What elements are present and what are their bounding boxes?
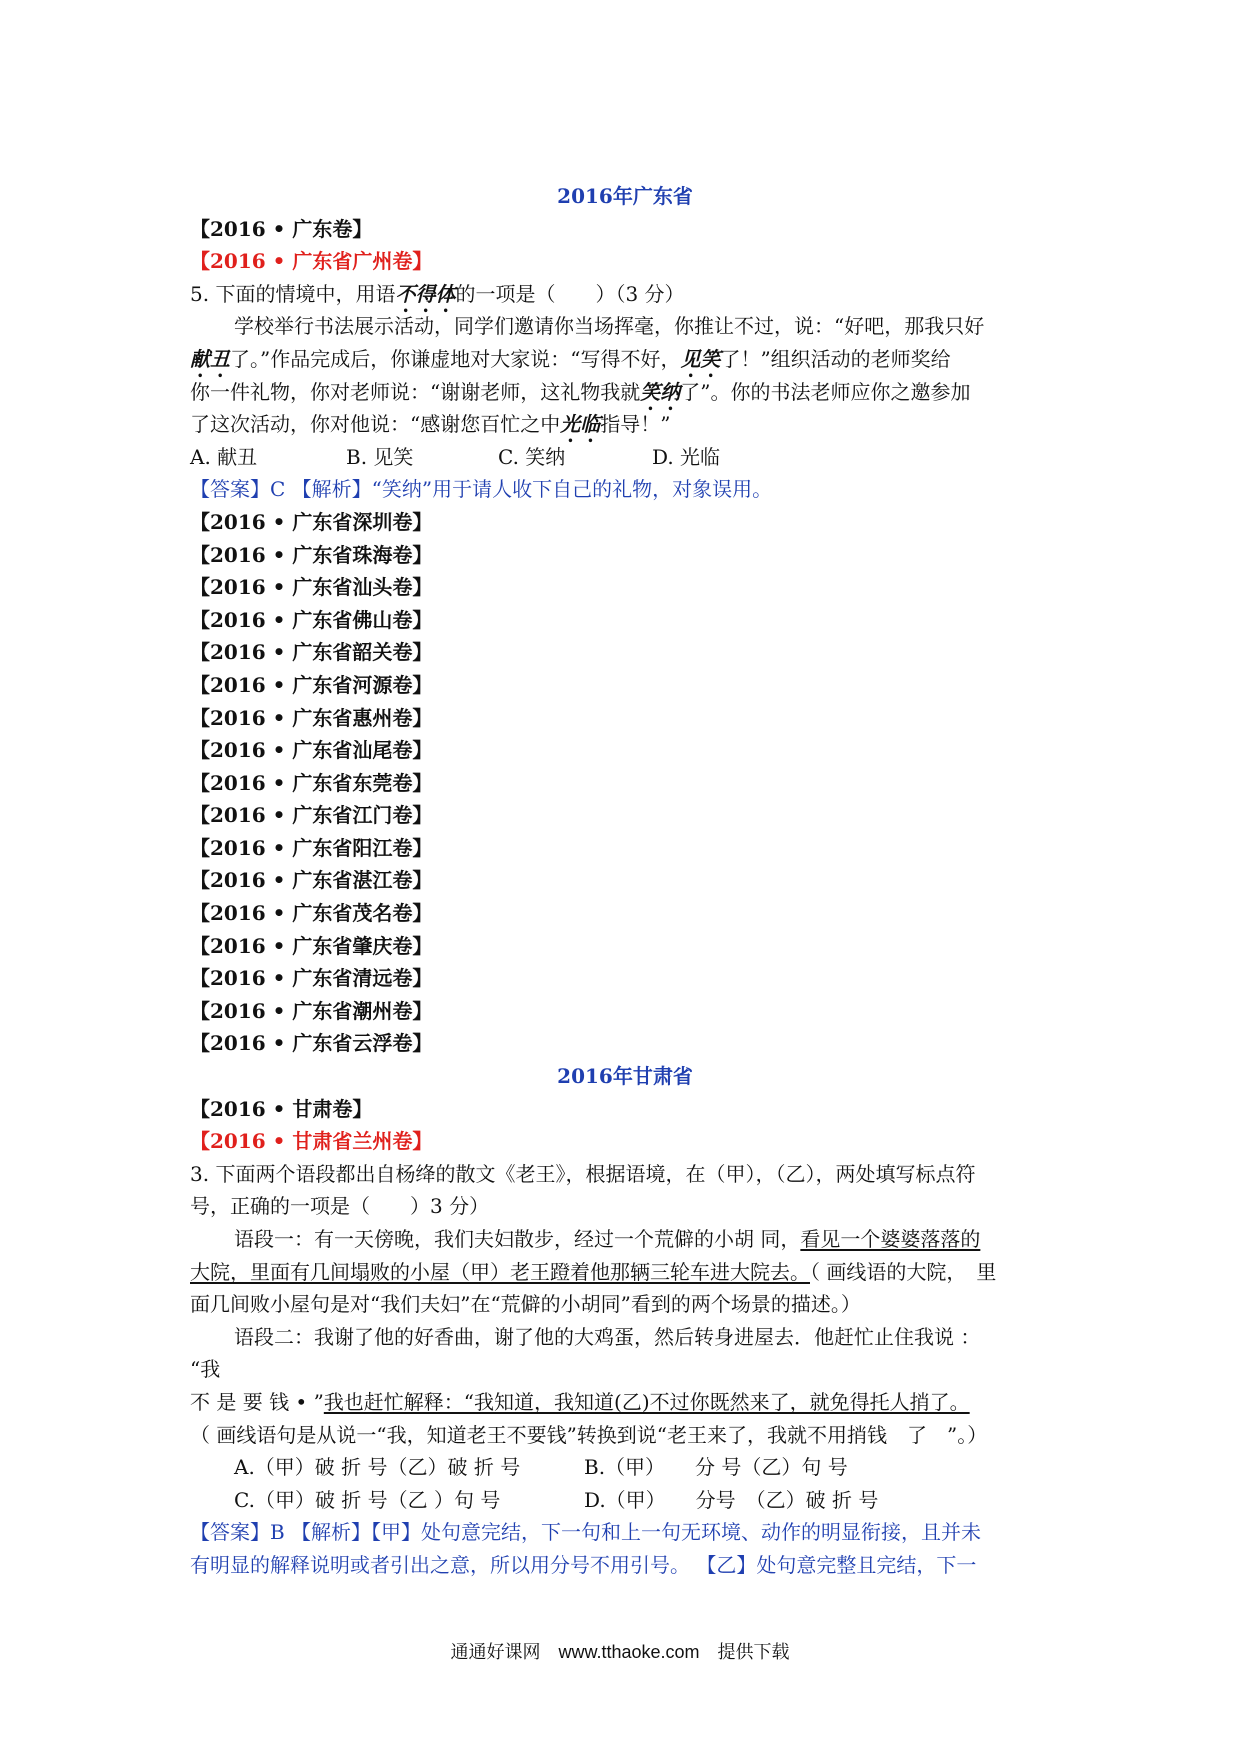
question-3-options-row-2: [190, 1484, 1060, 1517]
question-3-answer-line-1: 【答案】B 【解析】【甲】处句意完结，下一句和上一句无环境、动作的明显衔接，且并未: [190, 1520, 982, 1545]
option-b: B.（甲） 分 号（乙）句 号: [584, 1455, 848, 1480]
header-guangzhou: 【2016 • 广东省广州卷】: [190, 249, 433, 274]
city-header: 【2016 • 广东省珠海卷】: [190, 542, 433, 567]
city-header: 【2016 • 广东省茂名卷】: [190, 901, 433, 926]
option-d: D. 光临: [652, 444, 721, 469]
question-5-passage-line-3: 你一件礼物，你对老师说：“谢谢老师，这礼物我就笑纳了”。你的书法老师应你之邀参加: [190, 379, 971, 404]
city-header: 【2016 • 广东省汕头卷】: [190, 575, 433, 600]
question-5-passage-line-2: 献丑了。”作品完成后，你谦虚地对大家说：“写得不好，见笑了！”组织活动的老师奖给: [190, 346, 951, 371]
option-a: A. 献丑: [190, 444, 258, 469]
city-header: 【2016 • 广东省潮州卷】: [190, 998, 433, 1023]
option-b: B. 见笑: [346, 444, 414, 469]
city-header: 【2016 • 广东省清远卷】: [190, 966, 433, 991]
section-title-guangdong: 2016年广东省: [557, 184, 693, 208]
question-3-passage-2-line-1: 语段二：我谢了他的好香曲，谢了他的大鸡蛋，然后转身进屋去．他赶忙止住我说 ：: [234, 1324, 981, 1349]
city-header: 【2016 • 广东省江门卷】: [190, 803, 433, 828]
header-gansu: 【2016 • 甘肃卷】: [190, 1096, 373, 1121]
page-footer: 通通好课网 www.tthaoke.com 提供下载: [450, 1642, 790, 1662]
question-5-answer: 【答案】C 【解析】“笑纳”用于请人收下自己的礼物，对象误用。: [190, 477, 773, 502]
city-header: 【2016 • 广东省肇庆卷】: [190, 933, 433, 958]
question-5-stem: 5. 下面的情境中，用语不得体的一项是（ ）（3 分）: [190, 281, 685, 306]
question-5-options: [190, 441, 1060, 474]
header-lanzhou: 【2016 • 甘肃省兰州卷】: [190, 1129, 433, 1154]
question-3-passage-2-line-3: 不 是 要 钱 • ”我也赶忙解释：“我知道，我知道(乙)不过你既然来了，就免得托人捎了。: [190, 1389, 970, 1414]
question-5-passage-line-4: 了这次活动，你对他说：“感谢您百忙之中光临指导！”: [190, 412, 671, 437]
question-3-options-row-1: [190, 1451, 1060, 1484]
city-header: 【2016 • 广东省韶关卷】: [190, 640, 433, 665]
city-header: 【2016 • 广东省东莞卷】: [190, 770, 433, 795]
question-3-stem-line-2: 号，正确的一项是（ ）3 分）: [190, 1194, 490, 1219]
city-header: 【2016 • 广东省阳江卷】: [190, 835, 433, 860]
question-3-passage-1-line-2: 大院，里面有几间塌败的小屋（甲）老王蹬着他那辆三轮车进大院去。（ 画线语的大院， 里: [190, 1259, 997, 1284]
option-c: C. 笑纳: [498, 444, 566, 469]
section-title-gansu: 2016年甘肃省: [557, 1064, 693, 1089]
city-header: 【2016 • 广东省深圳卷】: [190, 509, 433, 534]
question-5-passage-line-1: 学校举行书法展示活动，同学们邀请你当场挥毫，你推让不过，说：“好吧，那我只好: [234, 314, 985, 339]
option-a: A.（甲）破 折 号（乙）破 折 号: [234, 1455, 521, 1480]
header-guangdong: 【2016 • 广东卷】: [190, 216, 373, 241]
city-header: 【2016 • 广东省汕尾卷】: [190, 738, 433, 763]
city-header: 【2016 • 广东省佛山卷】: [190, 607, 433, 632]
city-header: 【2016 • 广东省湛江卷】: [190, 868, 433, 893]
city-header: 【2016 • 广东省云浮卷】: [190, 1031, 433, 1056]
question-3-passage-2-line-2: “我: [190, 1357, 221, 1382]
question-3-answer-line-2: 有明显的解释说明或者引出之意，所以用分号不用引号。 【乙】处句意完整且完结，下一: [190, 1552, 977, 1577]
option-d: D.（甲） 分号 （乙）破 折 号: [584, 1487, 879, 1512]
question-3-passage-1-line-1: 语段一：有一天傍晚，我们夫妇散步，经过一个荒僻的小胡 同，看见一个婆婆落落的: [234, 1227, 981, 1251]
question-3-note: （ 画线语句是从说一“我，知道老王不要钱”转换到说“老王来了，我就不用捎钱 了 ”。）: [190, 1422, 988, 1447]
question-3-stem-line-1: 3. 下面两个语段都出自杨绛的散文《老王》，根据语境，在（甲），（乙），两处填写标点符: [190, 1161, 976, 1186]
city-header: 【2016 • 广东省惠州卷】: [190, 705, 433, 730]
city-header: 【2016 • 广东省河源卷】: [190, 672, 433, 697]
question-3-passage-1-line-3: 面几间败小屋句是对“我们夫妇”在“荒僻的小胡同”看到的两个场景的描述。）: [190, 1292, 861, 1317]
document-body: [190, 180, 1060, 1582]
option-c: C.（甲）破 折 号（乙 ）句 号: [234, 1487, 501, 1512]
